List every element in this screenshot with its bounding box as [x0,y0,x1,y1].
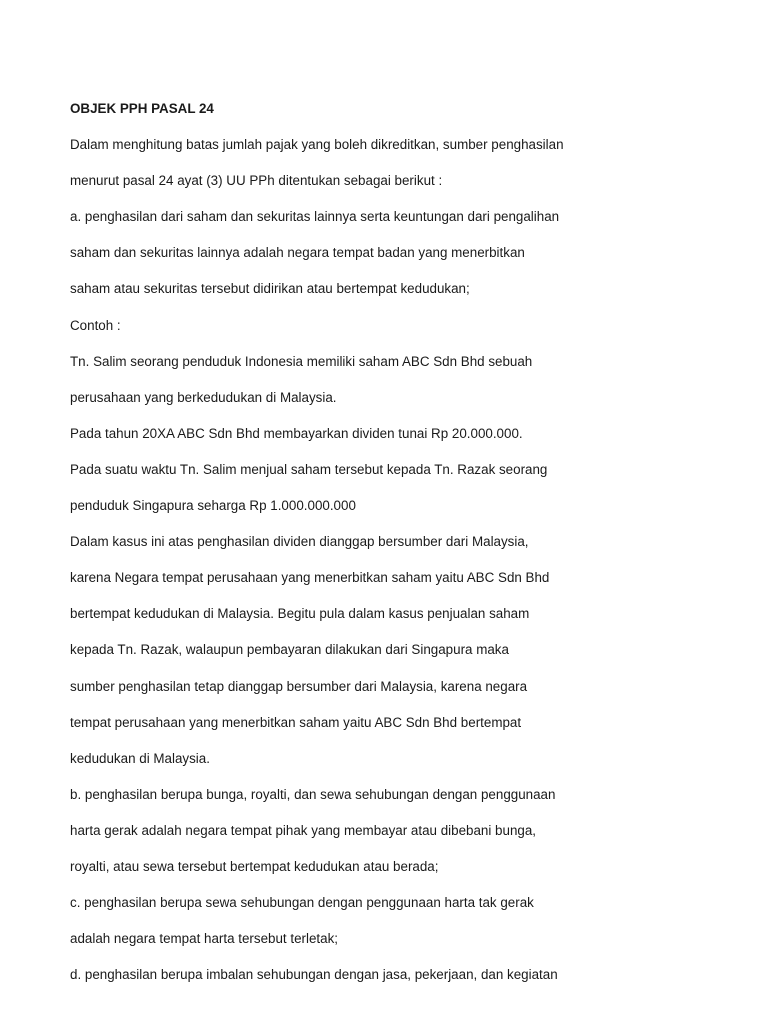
document-body [70,100,710,1002]
text-line: b. penghasilan berupa bunga, royalti, dan sewa sehubungan dengan penggunaan [70,786,556,802]
text-line: kepada Tn. Razak, walaupun pembayaran dilakukan dari Singapura maka [70,642,509,658]
document-title: OBJEK PPH PASAL 24 [70,101,214,116]
text-line: harta gerak adalah negara tempat pihak yang membayar atau dibebani bunga, [70,822,537,838]
text-line: Dalam menghitung batas jumlah pajak yang boleh dikreditkan, sumber penghasilan [70,137,564,153]
text-line: karena Negara tempat perusahaan yang menerbitkan saham yaitu ABC Sdn Bhd [70,570,550,586]
text-line: kedudukan di Malaysia. [70,750,210,766]
text-line: perusahaan yang berkedudukan di Malaysia. [70,389,337,405]
text-line: a. penghasilan dari saham dan sekuritas lainnya serta keuntungan dari pengalihan [70,209,560,225]
text-line: saham dan sekuritas lainnya adalah negara tempat badan yang menerbitkan [70,245,525,261]
text-line: Contoh : [70,317,121,333]
text-line: Pada suatu waktu Tn. Salim menjual saham tersebut kepada Tn. Razak seorang [70,461,548,477]
text-line: Dalam kasus ini atas penghasilan dividen dianggap bersumber dari Malaysia, [70,534,529,550]
text-line: sumber penghasilan tetap dianggap bersumber dari Malaysia, karena negara [70,678,528,694]
text-line: menurut pasal 24 ayat (3) UU PPh ditentukan sebagai berikut : [70,173,443,189]
text-line: tempat perusahaan yang menerbitkan saham yaitu ABC Sdn Bhd bertempat [70,714,522,730]
text-line: Tn. Salim seorang penduduk Indonesia memiliki saham ABC Sdn Bhd sebuah [70,353,533,369]
text-line: adalah negara tempat harta tersebut terletak; [70,931,338,947]
text-line: Pada tahun 20XA ABC Sdn Bhd membayarkan dividen tunai Rp 20.000.000. [70,425,523,441]
text-line: d. penghasilan berupa imbalan sehubungan dengan jasa, pekerjaan, dan kegiatan [70,967,558,983]
text-line: saham atau sekuritas tersebut didirikan atau bertempat kedudukan; [70,281,470,297]
text-line: royalti, atau sewa tersebut bertempat kedudukan atau berada; [70,858,439,874]
text-line: c. penghasilan berupa sewa sehubungan dengan penggunaan harta tak gerak [70,895,534,911]
text-line: bertempat kedudukan di Malaysia. Begitu pula dalam kasus penjualan saham [70,606,530,622]
text-line: penduduk Singapura seharga Rp 1.000.000.000 [70,498,356,514]
